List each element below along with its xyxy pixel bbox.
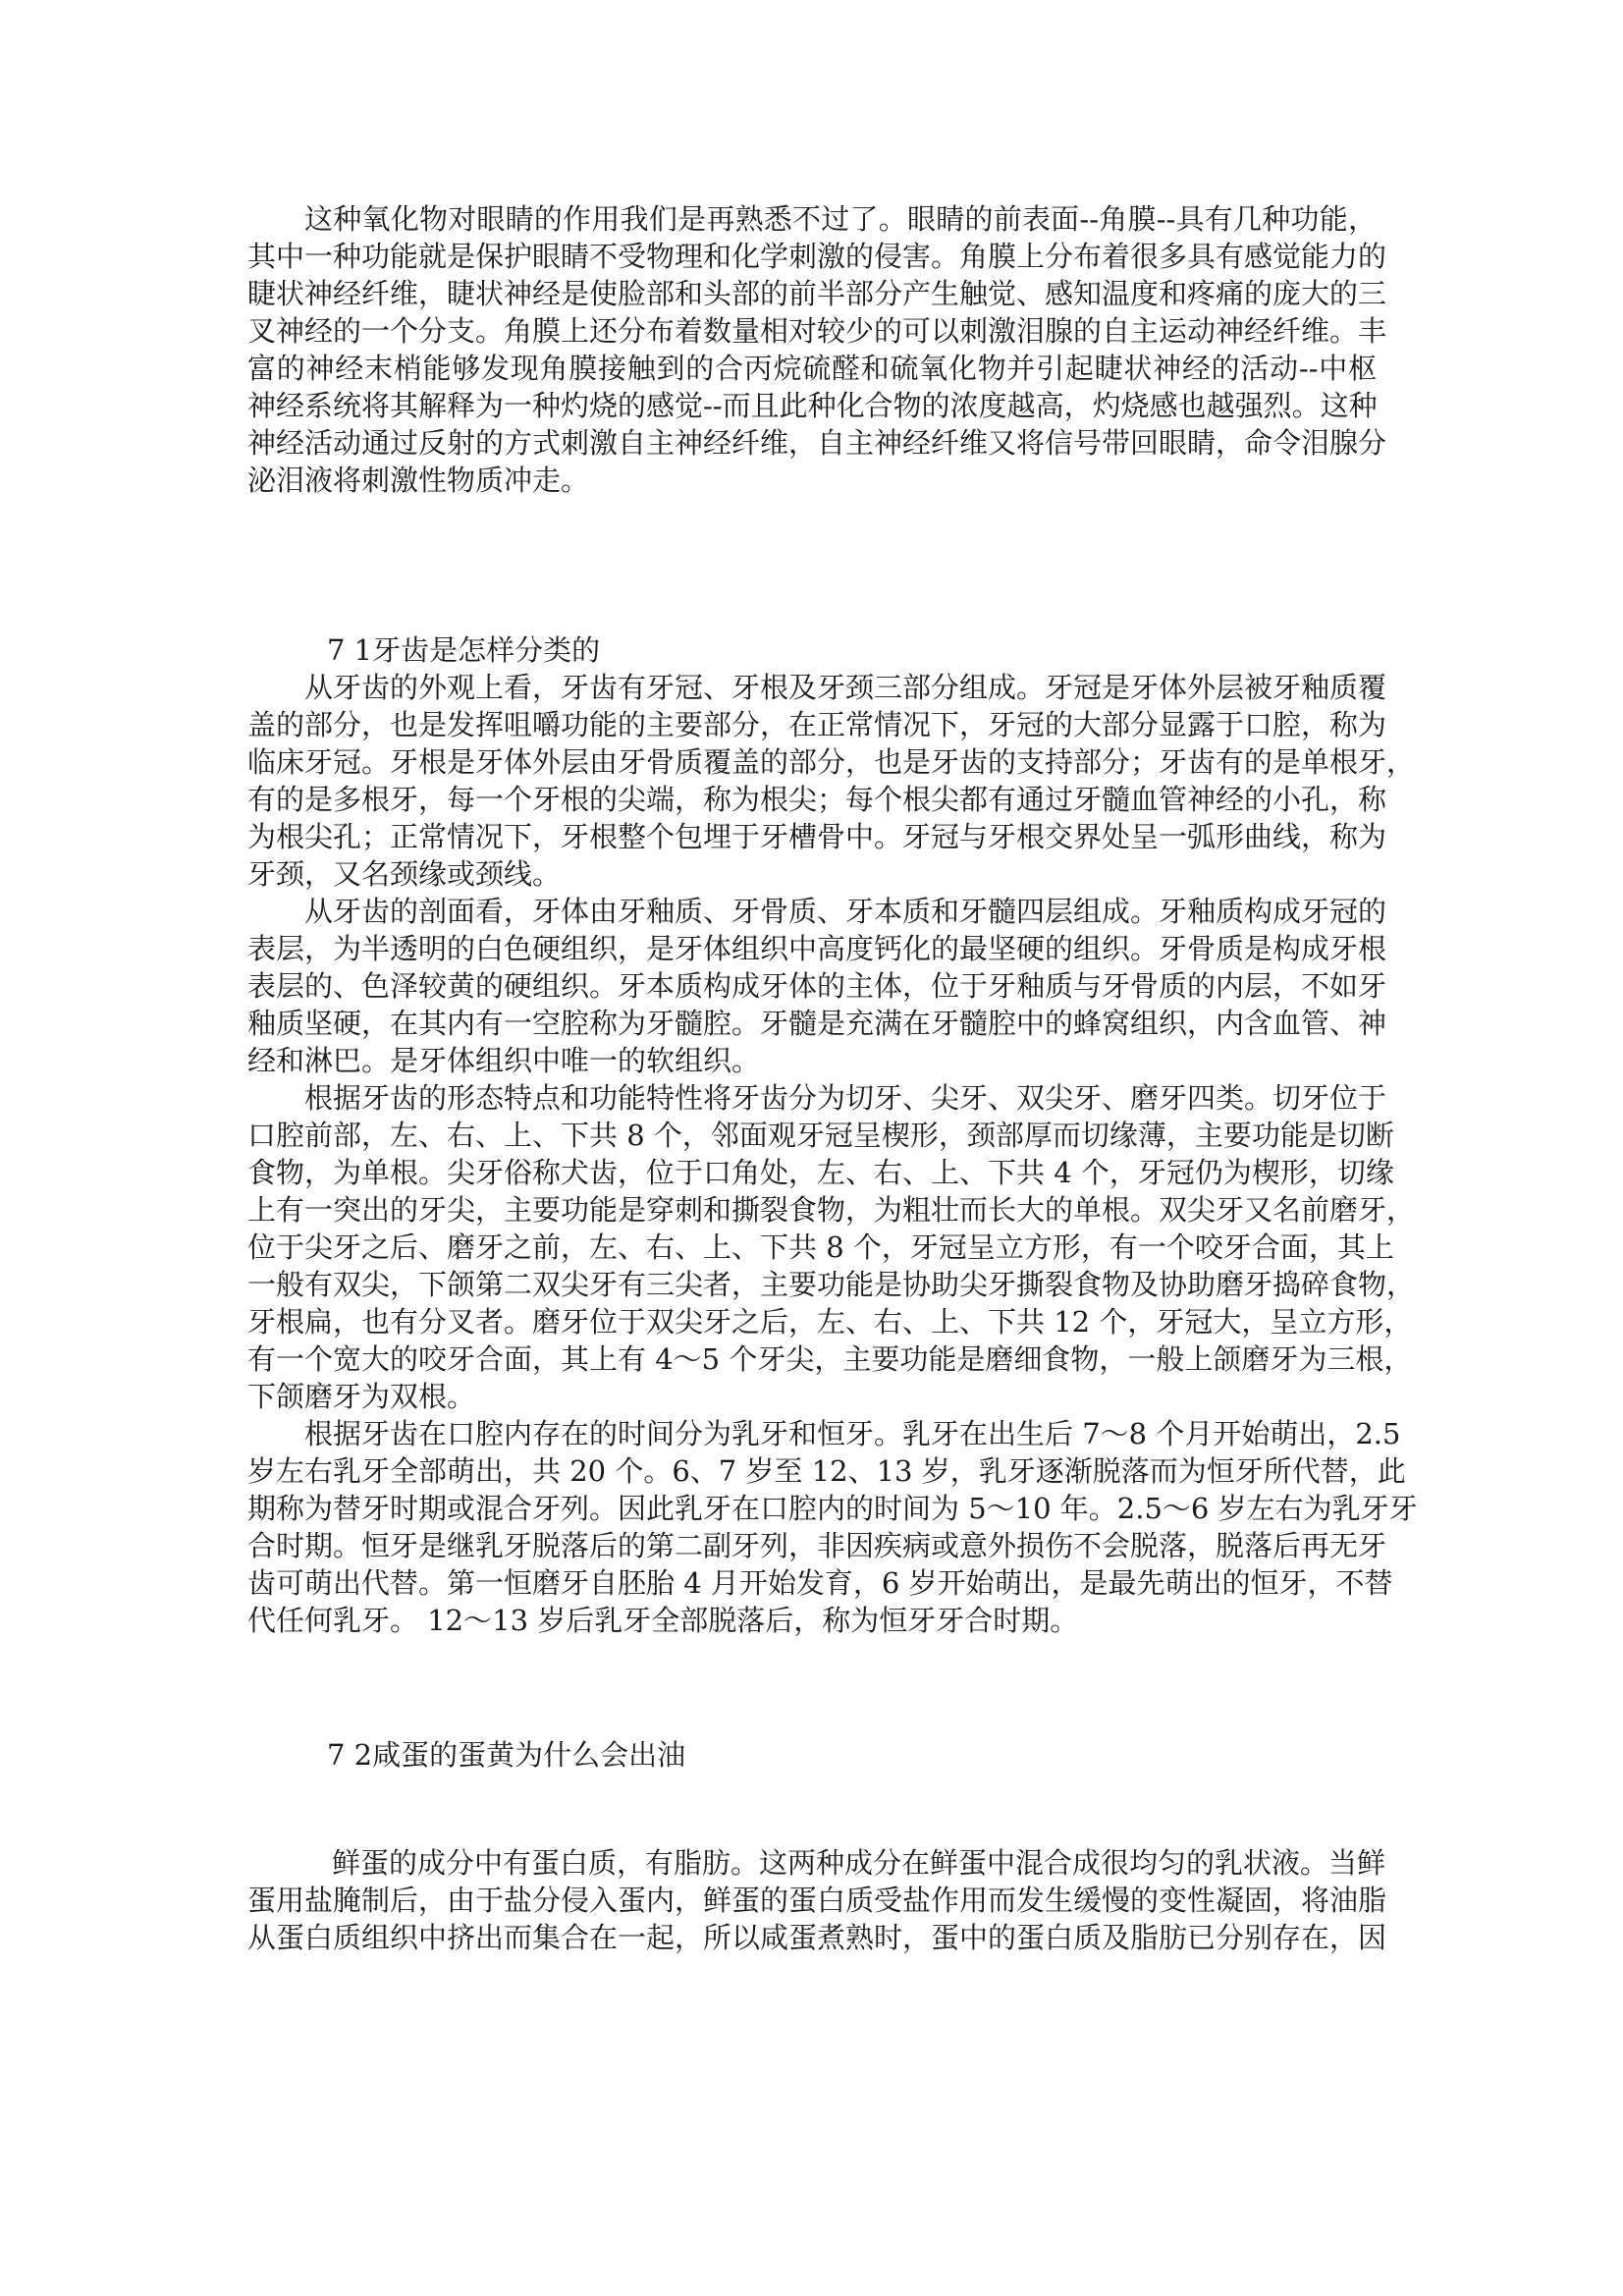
- text-line: 从蛋白质组织中挤出而集合在一起，所以咸蛋煮熟时，蛋中的蛋白质及脂肪已分别存在，因: [247, 1921, 1387, 1954]
- text-line: 一般有双尖，下颌第二双尖牙有三尖者，主要功能是协助尖牙撕裂食物及协助磨牙捣碎食物，: [247, 1268, 1416, 1301]
- text-line: 齿可萌出代替。第一恒磨牙自胚胎 4 月开始发育，6 岁开始萌出，是最先萌出的恒牙，不替: [247, 1566, 1393, 1600]
- text-line: 下颌磨牙为双根。: [247, 1380, 476, 1413]
- text-line: 牙颈，又名颈缘或颈线。: [247, 857, 562, 891]
- text-line: 富的神经末梢能够发现角膜接触到的合丙烷硫醛和硫氧化物并引起睫状神经的活动--中枢: [247, 352, 1377, 385]
- text-line: 神经系统将其解释为一种灼烧的感觉--而且此种化合物的浓度越高，灼烧感也越强烈。这种: [247, 389, 1378, 422]
- text-line: 根据牙齿在口腔内存在的时间分为乳牙和恒牙。乳牙在出生后 7～8 个月开始萌出，2.5: [304, 1417, 1401, 1450]
- text-line: 有的是多根牙，每一个牙根的尖端，称为根尖；每个根尖都有通过牙髓血管神经的小孔，称: [247, 783, 1387, 816]
- text-line: 叉神经的一个分支。角膜上还分布着数量相对较少的可以刺激泪腺的自主运动神经纤维。丰: [247, 314, 1387, 348]
- text-line: 牙根扁，也有分叉者。磨牙位于双尖牙之后，左、右、上、下共 12 个，牙冠大，呈立方形，: [247, 1305, 1413, 1339]
- text-line: 釉质坚硬，在其内有一空腔称为牙髓腔。牙髓是充满在牙髓腔中的蜂窝组织，内含血管、神: [247, 1007, 1387, 1040]
- text-line: 蛋用盐腌制后，由于盐分侵入蛋内，鲜蛋的蛋白质受盐作用而发生缓慢的变性凝固，将油脂: [247, 1884, 1387, 1917]
- section-heading-72: 7 2咸蛋的蛋黄为什么会出油: [327, 1738, 686, 1772]
- text-line: 神经活动通过反射的方式刺激自主神经纤维，自主神经纤维又将信号带回眼睛，命令泪腺分: [247, 426, 1387, 460]
- text-line: 盖的部分，也是发挥咀嚼功能的主要部分，在正常情况下，牙冠的大部分显露于口腔，称为: [247, 708, 1387, 741]
- text-line: 有一个宽大的咬牙合面，其上有 4～5 个牙尖，主要功能是磨细食物，一般上颌磨牙为三根，: [247, 1342, 1413, 1376]
- text-line: 根据牙齿的形态特点和功能特性将牙齿分为切牙、尖牙、双尖牙、磨牙四类。切牙位于: [304, 1081, 1387, 1115]
- text-line: 为根尖孔；正常情况下，牙根整个包埋于牙槽骨中。牙冠与牙根交界处呈一弧形曲线，称为: [247, 820, 1387, 853]
- text-line: 表层的、色泽较黄的硬组织。牙本质构成牙体的主体，位于牙釉质与牙骨质的内层，不如牙: [247, 969, 1387, 1003]
- text-line: 表层，为半透明的白色硬组织，是牙体组织中高度钙化的最坚硬的组织。牙骨质是构成牙根: [247, 932, 1387, 965]
- text-line: 食物，为单根。尖牙俗称犬齿，位于口角处，左、右、上、下共 4 个，牙冠仍为楔形，切缘: [247, 1156, 1394, 1189]
- text-line: 岁左右乳牙全部萌出，共 20 个。6、7 岁至 12、13 岁，乳牙逐渐脱落而为恒牙所代替，此: [247, 1454, 1406, 1488]
- text-line: 从牙齿的外观上看，牙齿有牙冠、牙根及牙颈三部分组成。牙冠是牙体外层被牙釉质覆: [304, 671, 1387, 704]
- text-line: 睫状神经纤维，睫状神经是使脸部和头部的前半部分产生触觉、感知温度和疼痛的庞大的三: [247, 277, 1387, 310]
- text-line: 经和淋巴。是牙体组织中唯一的软组织。: [247, 1044, 761, 1077]
- text-line: 口腔前部，左、右、上、下共 8 个，邻面观牙冠呈楔形，颈部厚而切缘薄，主要功能是切断: [247, 1119, 1394, 1152]
- text-line: 上有一突出的牙尖，主要功能是穿刺和撕裂食物，为粗壮而长大的单根。双尖牙又名前磨牙，: [247, 1193, 1416, 1227]
- text-line: 代任何乳牙。 12～13 岁后乳牙全部脱落后，称为恒牙牙合时期。: [247, 1604, 1079, 1637]
- text-line: 位于尖牙之后、磨牙之前，左、右、上、下共 8 个，牙冠呈立方形，有一个咬牙合面，其上: [247, 1230, 1394, 1264]
- text-line: 泌泪液将刺激性物质冲走。: [247, 464, 590, 497]
- text-line: 其中一种功能就是保护眼睛不受物理和化学刺激的侵害。角膜上分布着很多具有感觉能力的: [247, 240, 1387, 273]
- text-line: 从牙齿的剖面看，牙体由牙釉质、牙骨质、牙本质和牙髓四层组成。牙釉质构成牙冠的: [304, 895, 1387, 928]
- text-line: 临床牙冠。牙根是牙体外层由牙骨质覆盖的部分，也是牙齿的支持部分；牙齿有的是单根牙，: [247, 745, 1416, 779]
- text-line: 期称为替牙时期或混合牙列。因此乳牙在口腔内的时间为 5～10 年。2.5～6 岁左右为乳牙牙: [247, 1492, 1418, 1525]
- section-heading-71: 7 1牙齿是怎样分类的: [327, 633, 601, 667]
- text-line: 这种氧化物对眼睛的作用我们是再熟悉不过了。眼睛的前表面--角膜--具有几种功能，: [304, 202, 1377, 236]
- text-line: 合时期。恒牙是继乳牙脱落后的第二副牙列，非因疾病或意外损伤不会脱落，脱落后再无牙: [247, 1529, 1387, 1562]
- text-line: 鲜蛋的成分中有蛋白质，有脂肪。这两种成分在鲜蛋中混合成很均匀的乳状液。当鲜: [332, 1846, 1386, 1880]
